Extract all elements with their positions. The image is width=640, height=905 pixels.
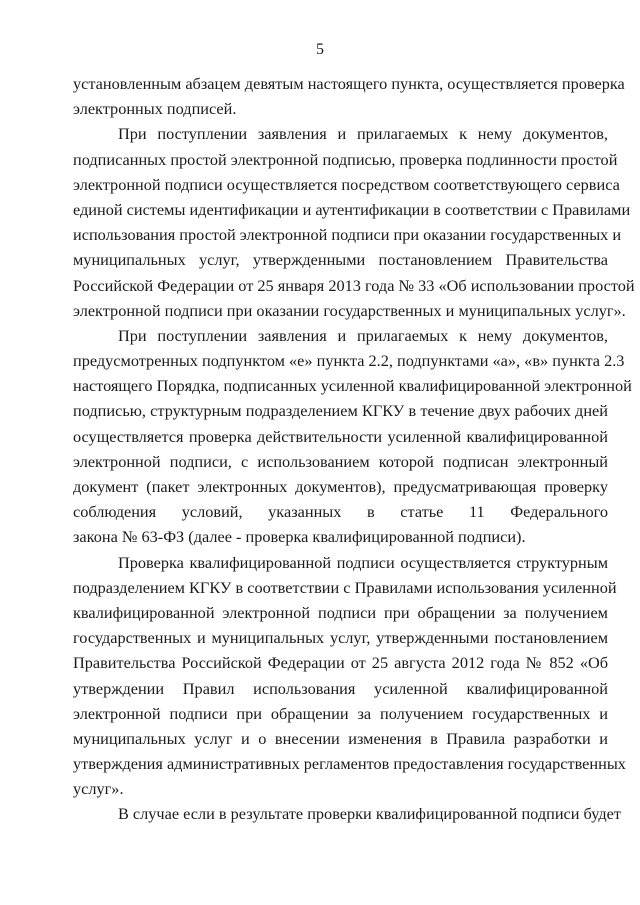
text-line: установленным абзацем девятым настоящего пункта, осуществляется проверка xyxy=(73,74,625,93)
text-line: осуществляется проверка действительности усиленной квалифицированной xyxy=(73,426,608,446)
paragraph-first-line: В случае если в результате проверки квалифицированной подписи будет xyxy=(118,804,621,824)
text-line: утверждения административных регламентов предоставления государственных xyxy=(73,754,626,774)
text-line: электронной подписи при обращении за получением государственных и xyxy=(73,703,608,723)
text-line: использования простой электронной подписи при оказании государственных и xyxy=(73,225,622,245)
page-number: 5 xyxy=(316,41,324,58)
text-line: электронных подписей. xyxy=(73,99,237,119)
text-line: утверждении Правил использования усиленной квалифицированной xyxy=(73,678,608,698)
text-line: услуг». xyxy=(73,779,124,799)
paragraph-first-line: При поступлении заявления и прилагаемых к нему документов, xyxy=(118,325,608,345)
text-line: электронной подписи, с использованием которой подписан электронный xyxy=(73,451,608,471)
text-line: подписанных простой электронной подписью, проверка подлинности простой xyxy=(73,149,618,169)
text-line: муниципальных услуг, утвержденными постановлением Правительства xyxy=(73,250,608,270)
text-line: подразделением КГКУ в соответствии с Правилами использования усиленной xyxy=(73,577,617,597)
text-line: документ (пакет электронных документов), предусматривающая проверку xyxy=(73,477,608,496)
text-line: квалифицированной электронной подписи при обращении за получением xyxy=(73,602,608,622)
paragraph-first-line: При поступлении заявления и прилагаемых к нему документов, xyxy=(118,124,608,144)
text-line: настоящего Порядка, подписанных усиленной квалифицированной электронной xyxy=(73,376,632,396)
text-line: подписью, структурным подразделением КГКУ в течение двух рабочих дней xyxy=(73,401,608,421)
text-line: электронной подписи осуществляется посредством соответствующего сервиса xyxy=(73,174,620,194)
text-line: соблюдения условий, указанных в статье 11 Федерального xyxy=(73,502,608,522)
text-line: государственных и муниципальных услуг, утвержденными постановлением xyxy=(73,628,608,648)
text-line: Правительства Российской Федерации от 25 августа 2012 года № 852 «Об xyxy=(73,653,608,673)
paragraph-first-line: Проверка квалифицированной подписи осуществляется структурным xyxy=(118,552,608,572)
text-line: предусмотренных подпунктом «е» пункта 2.2, подпунктами «а», «в» пункта 2.3 xyxy=(73,351,625,371)
text-line: муниципальных услуг и о внесении изменения в Правила разработки и xyxy=(73,728,608,748)
text-line: единой системы идентификации и аутентификации в соответствии с Правилами xyxy=(73,199,631,219)
document-body xyxy=(73,71,635,827)
text-line: электронной подписи при оказании государственных и муниципальных услуг». xyxy=(73,300,626,320)
text-line: закона № 63-ФЗ (далее - проверка квалифицированной подписи). xyxy=(73,527,526,547)
text-line: Российской Федерации от 25 января 2013 года № 33 «Об использовании простой xyxy=(73,275,635,295)
